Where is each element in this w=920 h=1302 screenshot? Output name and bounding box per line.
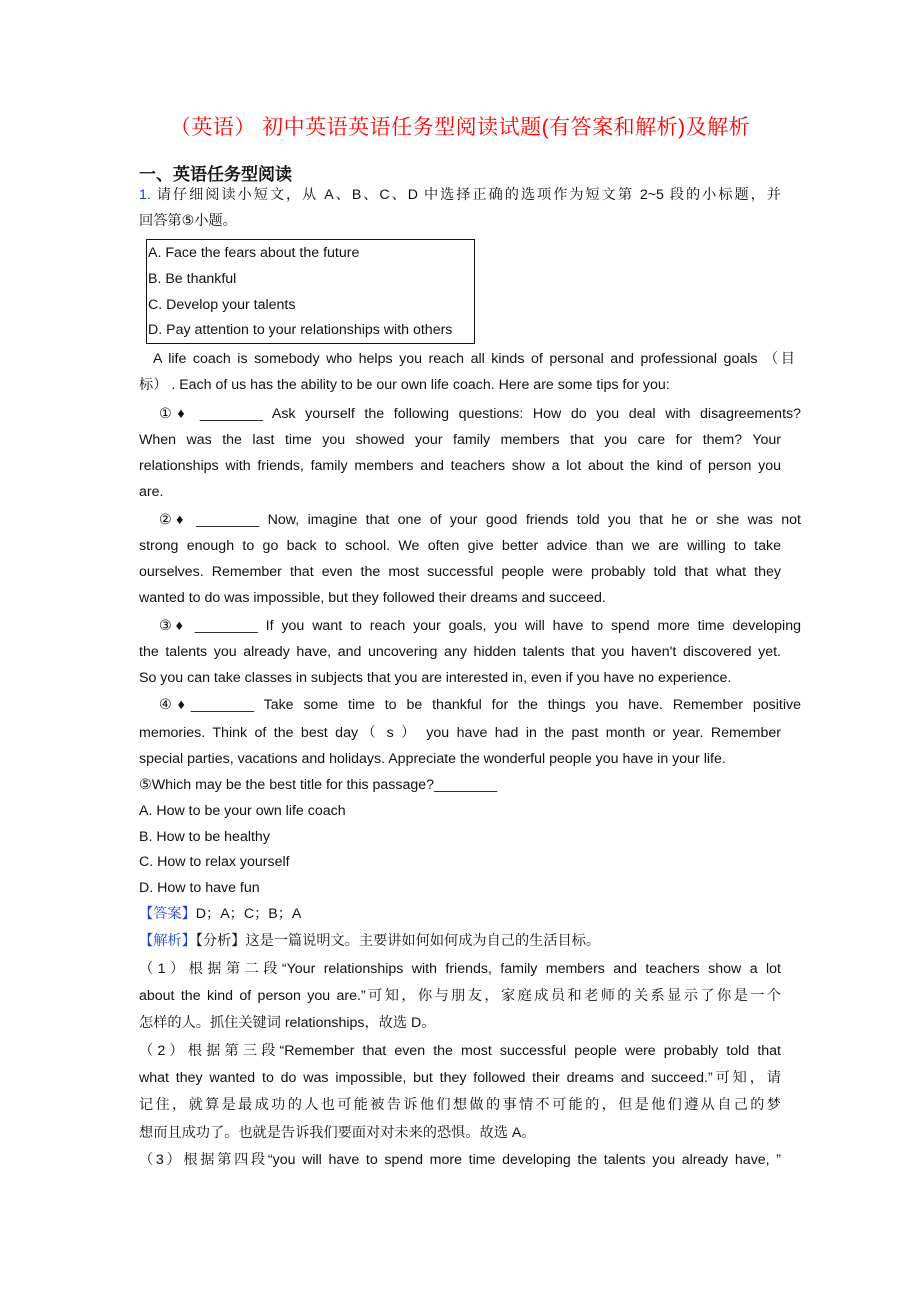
question-prompt-text: 请仔细阅读小短文，从 A、B、C、D 中选择正确的选项作为短文第 2~5 段的小标题，并 bbox=[156, 187, 781, 203]
passage-line: ④♦________ Take some time to be thankful for the things you have. Remember positive bbox=[159, 697, 801, 713]
analysis-intro: 【分析】这是一篇说明文。主要讲如何如何成为自己的生活目标。 bbox=[195, 933, 601, 949]
choice-c: C. How to relax yourself bbox=[139, 854, 290, 870]
passage-line: ①♦ ________ Ask yourself the following questions: How do you deal with disagreements? bbox=[159, 406, 801, 422]
analysis-line: about the kind of person you are.”可知，你与朋友，家庭成员和老师的关系显示了你是一个 bbox=[139, 988, 781, 1004]
choice-b: B. How to be healthy bbox=[139, 829, 270, 845]
passage-line: memories. Think of the best day（ s ） you have had in the past month or year. Remember bbox=[139, 725, 781, 741]
analysis-intro-line bbox=[139, 928, 781, 954]
option-a: A. Face the fears about the future bbox=[148, 245, 360, 261]
analysis-line: （3）根据第四段“you will have to spend more time developing the talents you already have, ” bbox=[139, 1152, 781, 1168]
passage-line: ③♦ ________ If you want to reach your goals, you will have to spend more time developing bbox=[159, 618, 801, 634]
question-5: ⑤Which may be the best title for this passage?________ bbox=[139, 777, 498, 793]
answer-label: 【答案】 bbox=[139, 906, 196, 922]
passage-line: the talents you already have, and uncovering any hidden talents that you haven't discovered yet. bbox=[139, 644, 781, 660]
passage-line: So you can take classes in subjects that you are interested in, even if you have no experience. bbox=[139, 670, 732, 686]
passage-line: special parties, vacations and holidays. Appreciate the wonderful people you have in your life. bbox=[139, 751, 726, 767]
analysis-line: 怎样的人。抓住关键词 relationships，故选 D。 bbox=[139, 1015, 436, 1031]
choice-a: A. How to be your own life coach bbox=[139, 803, 346, 819]
document-title: （英语） 初中英语英语任务型阅读试题(有答案和解析)及解析 bbox=[169, 116, 751, 139]
analysis-line: （1）根据第二段“Your relationships with friends, family members and teachers show a lot bbox=[139, 961, 781, 977]
answer-line bbox=[139, 901, 781, 927]
question-prompt-line-2: 回答第⑤小题。 bbox=[139, 213, 237, 229]
passage-line: A life coach is somebody who helps you reach all kinds of personal and professional goals （目 bbox=[153, 351, 795, 367]
options-box bbox=[146, 239, 475, 344]
option-b: B. Be thankful bbox=[148, 271, 237, 287]
passage-line: When was the last time you showed your family members that you care for them? Your bbox=[139, 432, 781, 448]
passage-line: strong enough to go back to school. We often give better advice than we are willing to take bbox=[139, 538, 781, 554]
section-heading: 一、英语任务型阅读 bbox=[139, 165, 292, 184]
option-c: C. Develop your talents bbox=[148, 297, 296, 313]
question-prompt-line-1 bbox=[139, 182, 781, 208]
passage-line: are. bbox=[139, 484, 164, 500]
option-d: D. Pay attention to your relationships with others bbox=[148, 322, 453, 338]
question-number: 1. bbox=[139, 187, 151, 203]
passage-line: ②♦ ________ Now, imagine that one of your good friends told you that he or she was not bbox=[159, 512, 801, 528]
choice-d: D. How to have fun bbox=[139, 880, 260, 896]
passage-line: ourselves. Remember that even the most successful people were probably told that what they bbox=[139, 564, 781, 580]
passage-line: 标） . Each of us has the ability to be our own life coach. Here are some tips for you: bbox=[139, 377, 670, 393]
passage-line: wanted to do was impossible, but they followed their dreams and succeed. bbox=[139, 590, 606, 606]
analysis-line: what they wanted to do was impossible, but they followed their dreams and succeed.”可知，请 bbox=[139, 1070, 781, 1086]
answer-value: D；A；C；B；A bbox=[195, 906, 302, 922]
passage-line: relationships with friends, family members and teachers show a lot about the kind of person you bbox=[139, 458, 781, 474]
analysis-line: 想而且成功了。也就是告诉我们要面对对未来的恐惧。故选 A。 bbox=[139, 1125, 536, 1141]
analysis-line: 记住，就算是最成功的人也可能被告诉他们想做的事情不可能的，但是他们遵从自己的梦 bbox=[139, 1097, 781, 1113]
analysis-label: 【解析】 bbox=[139, 933, 196, 949]
analysis-line: （2）根据第三段“Remember that even the most successful people were probably told that bbox=[139, 1043, 781, 1059]
